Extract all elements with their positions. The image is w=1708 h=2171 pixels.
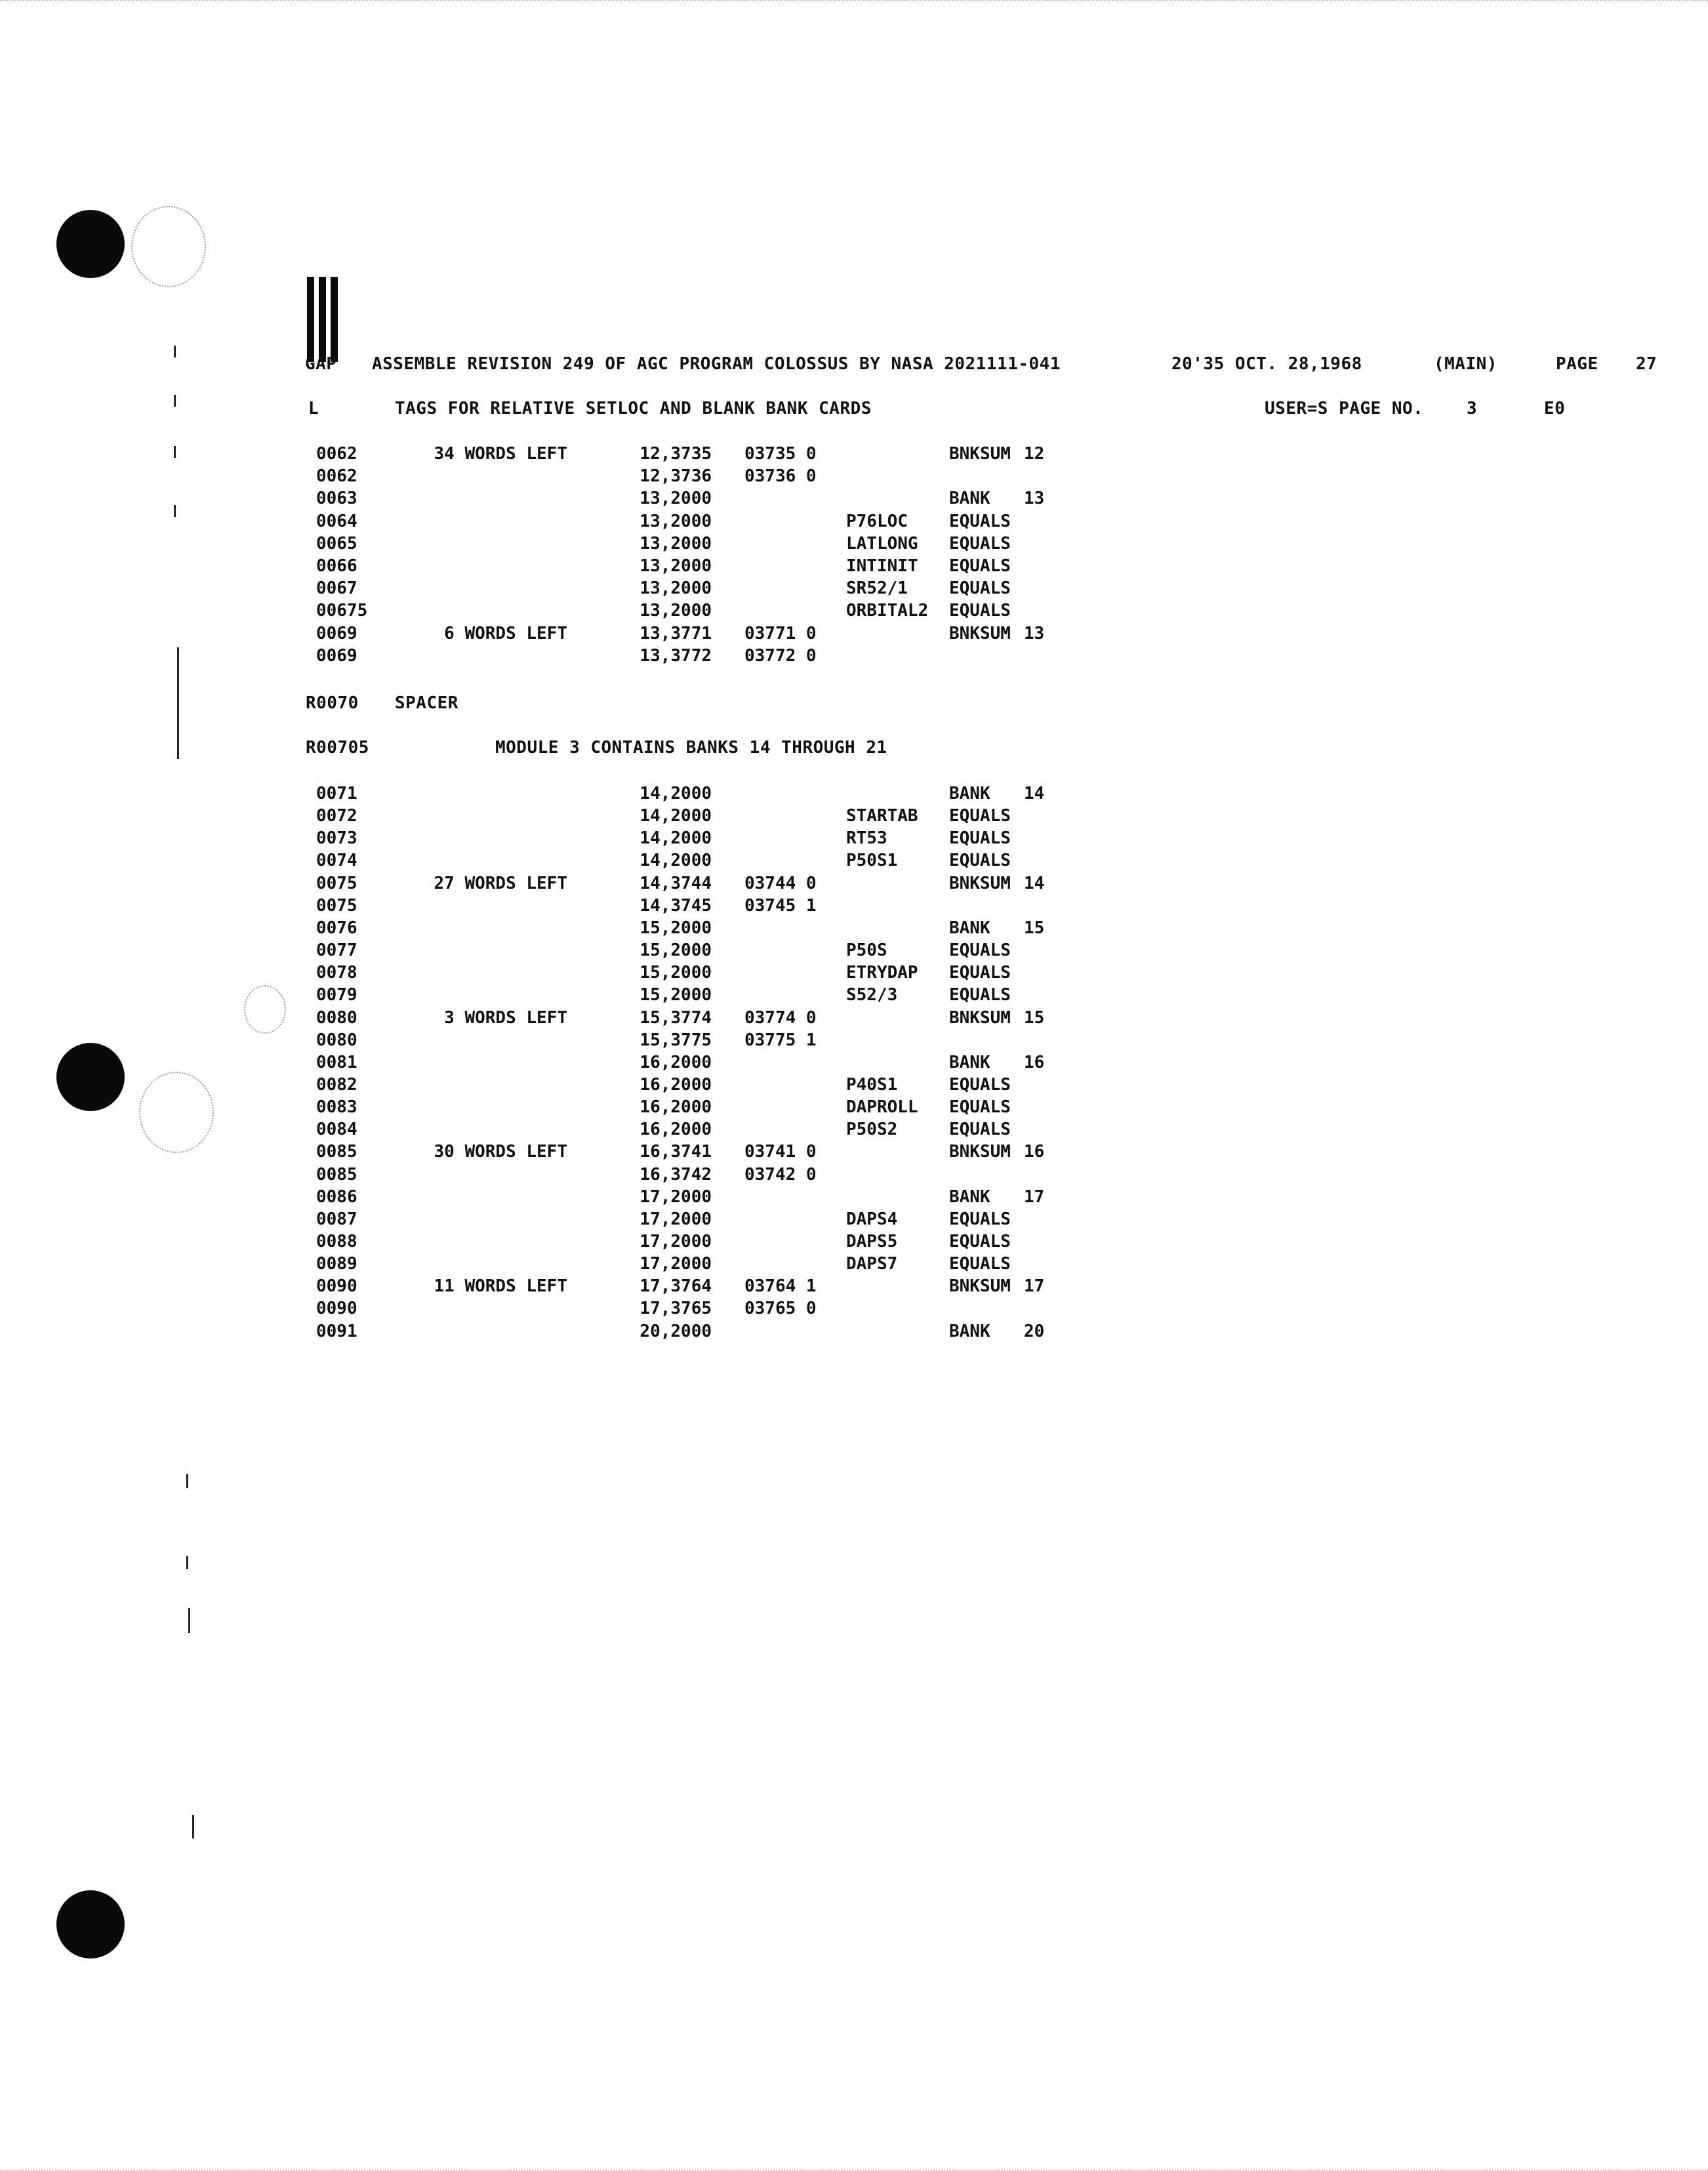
bank-number: 14: [1024, 873, 1045, 893]
listing-row: [0, 1097, 1115, 1120]
sequence-number: 0090: [316, 1276, 357, 1297]
listing-row: [0, 1232, 1115, 1254]
listing-row: [0, 1299, 1115, 1321]
binder-hole-outline-top: [131, 206, 206, 287]
opcode: EQUALS: [949, 941, 1011, 961]
octal-value: 03765 0: [744, 1299, 817, 1319]
sequence-number: 0081: [316, 1052, 357, 1072]
subheader-title: TAGS FOR RELATIVE SETLOC AND BLANK BANK CARDS: [395, 399, 872, 418]
address: 14,3745: [640, 895, 712, 916]
bank-number: 13: [1024, 489, 1045, 509]
opcode: BNKSUM: [949, 623, 1011, 643]
listing-row: [0, 489, 1115, 511]
octal-value: 03772 0: [744, 645, 817, 666]
opcode: BANK: [949, 1187, 990, 1207]
sequence-number: 0064: [316, 511, 357, 531]
sequence-number: 0065: [316, 533, 357, 554]
sequence-number: 0071: [316, 784, 357, 803]
tag-name: STARTAB: [846, 806, 918, 826]
octal-value: 03775 1: [744, 1030, 817, 1050]
opcode: EQUALS: [949, 1254, 1011, 1274]
sequence-number: 0069: [316, 623, 357, 643]
listing-row: [0, 534, 1115, 556]
opcode: BANK: [949, 1321, 990, 1341]
header-section: (MAIN): [1434, 354, 1497, 374]
bank-number: 17: [1024, 1276, 1045, 1297]
address: 17,3764: [640, 1276, 712, 1297]
binder-hole-bottom: [56, 1890, 125, 1958]
opcode: BANK: [949, 784, 990, 803]
sequence-number: 0077: [316, 941, 357, 961]
opcode: EQUALS: [949, 511, 1011, 531]
sequence-number: 0075: [316, 873, 357, 893]
listing-row: [0, 1276, 1115, 1299]
tag-name: SR52/1: [846, 578, 908, 599]
module-text: MODULE 3 CONTAINS BANKS 14 THROUGH 21: [495, 738, 887, 758]
user-page-number: 3: [1467, 399, 1478, 418]
listing-row: [0, 578, 1115, 601]
address: 17,2000: [640, 1209, 712, 1229]
address: 15,3775: [640, 1030, 712, 1050]
address: 14,3744: [640, 873, 712, 893]
opcode: EQUALS: [949, 1232, 1011, 1251]
listing-row: [0, 556, 1115, 578]
address: 13,3772: [640, 645, 712, 666]
address: 20,2000: [640, 1321, 712, 1341]
address: 13,2000: [640, 578, 712, 599]
address: 17,3765: [640, 1299, 712, 1319]
spacer-seq: R0070: [306, 693, 359, 713]
address: 13,2000: [640, 601, 712, 621]
sequence-number: 0089: [316, 1254, 357, 1274]
octal-value: 03742 0: [744, 1164, 817, 1185]
opcode: BANK: [949, 489, 990, 509]
listing-row: [0, 444, 1115, 466]
tag-name: P50S2: [846, 1120, 898, 1140]
opcode: EQUALS: [949, 578, 1011, 599]
sequence-number: 0088: [316, 1232, 357, 1251]
opcode: BNKSUM: [949, 873, 1011, 893]
octal-value: 03774 0: [744, 1007, 817, 1028]
binder-hole-top: [56, 210, 125, 278]
sequence-number: 0067: [316, 578, 357, 599]
opcode: BNKSUM: [949, 1142, 1011, 1162]
sequence-number: 0080: [316, 1007, 357, 1028]
tag-name: P40S1: [846, 1074, 898, 1095]
address: 13,2000: [640, 533, 712, 554]
opcode: EQUALS: [949, 806, 1011, 826]
listing-row: [0, 828, 1115, 851]
listing-row: [0, 1187, 1115, 1209]
subheader-marker: L: [308, 399, 319, 418]
address: 14,2000: [640, 806, 712, 826]
bar-mark: [307, 277, 348, 362]
margin-tick: [188, 1608, 190, 1633]
address: 16,2000: [640, 1120, 712, 1140]
header-page-number: 27: [1636, 354, 1657, 374]
opcode: EQUALS: [949, 601, 1011, 621]
octal-value: 03736 0: [744, 466, 817, 487]
sequence-number: 0062: [316, 466, 357, 487]
tag-name: DAPS7: [846, 1254, 898, 1274]
bank-number: 14: [1024, 784, 1045, 803]
bank-number: 20: [1024, 1321, 1045, 1341]
address: 16,3741: [640, 1142, 712, 1162]
listing-row: [0, 1053, 1115, 1075]
sequence-number: 0084: [316, 1120, 357, 1140]
address: 15,2000: [640, 918, 712, 938]
bank-number: 15: [1024, 918, 1045, 938]
listing-row: [0, 601, 1115, 623]
octal-value: 03764 1: [744, 1276, 817, 1297]
tag-name: P76LOC: [846, 511, 908, 531]
octal-value: 03771 0: [744, 623, 817, 643]
sequence-number: 0082: [316, 1074, 357, 1095]
listing-row: [0, 1030, 1115, 1053]
opcode: EQUALS: [949, 1074, 1011, 1095]
address: 13,3771: [640, 623, 712, 643]
tag-name: RT53: [846, 828, 887, 849]
listing-row: [0, 1142, 1115, 1164]
opcode: EQUALS: [949, 1120, 1011, 1140]
bank-number: 17: [1024, 1187, 1045, 1207]
octal-value: 03735 0: [744, 444, 817, 464]
address: 13,2000: [640, 489, 712, 509]
bank-number: 13: [1024, 623, 1045, 643]
address: 12,3735: [640, 444, 712, 464]
sequence-number: 0090: [316, 1299, 357, 1319]
tag-name: DAPS4: [846, 1209, 898, 1229]
bank-number: 12: [1024, 444, 1045, 464]
address: 16,2000: [640, 1074, 712, 1095]
user-page-label: USER=S PAGE NO.: [1265, 399, 1424, 418]
opcode: BNKSUM: [949, 1276, 1011, 1297]
listing-row: [0, 806, 1115, 828]
opcode: EQUALS: [949, 851, 1011, 871]
listing-row: [0, 1322, 1115, 1344]
address: 14,2000: [640, 784, 712, 803]
tag-name: LATLONG: [846, 533, 918, 554]
address: 14,2000: [640, 828, 712, 849]
listing-row: [0, 466, 1115, 489]
bank-number: 16: [1024, 1142, 1045, 1162]
listing-row: [0, 985, 1115, 1007]
bank-number: 16: [1024, 1052, 1045, 1072]
sequence-number: 0075: [316, 895, 357, 916]
sequence-number: 00675: [316, 601, 368, 621]
opcode: EQUALS: [949, 828, 1011, 849]
sequence-number: 0066: [316, 556, 357, 576]
address: 16,2000: [640, 1052, 712, 1072]
words-left: 27 WORDS LEFT: [434, 873, 567, 893]
address: 15,3774: [640, 1007, 712, 1028]
address: 17,2000: [640, 1232, 712, 1251]
margin-tick: [174, 395, 176, 407]
address: 15,2000: [640, 985, 712, 1005]
sequence-number: 0063: [316, 489, 357, 509]
tag-name: P50S: [846, 941, 887, 961]
margin-tick: [174, 346, 176, 357]
address: 16,3742: [640, 1164, 712, 1185]
address: 17,2000: [640, 1187, 712, 1207]
address: 13,2000: [640, 511, 712, 531]
sequence-number: 0078: [316, 963, 357, 983]
module-seq: R00705: [306, 738, 369, 758]
address: 15,2000: [640, 941, 712, 961]
sequence-number: 0083: [316, 1097, 357, 1118]
margin-tick: [186, 1474, 188, 1488]
octal-value: 03745 1: [744, 895, 817, 916]
tag-name: ETRYDAP: [846, 963, 918, 983]
sequence-number: 0085: [316, 1164, 357, 1185]
address: 14,2000: [640, 851, 712, 871]
words-left: 6 WORDS LEFT: [444, 623, 567, 643]
sequence-number: 0085: [316, 1142, 357, 1162]
tag-name: S52/3: [846, 985, 898, 1005]
sequence-number: 0091: [316, 1321, 357, 1341]
sequence-number: 0073: [316, 828, 357, 849]
octal-value: 03741 0: [744, 1142, 817, 1162]
listing-row: [0, 512, 1115, 534]
opcode: EQUALS: [949, 985, 1011, 1005]
sequence-number: 0080: [316, 1030, 357, 1050]
opcode: BNKSUM: [949, 444, 1011, 464]
header-datetime: 20'35 OCT. 28,1968: [1171, 354, 1362, 374]
header-page-label: PAGE: [1556, 354, 1598, 374]
listing-row: [0, 963, 1115, 985]
opcode: BNKSUM: [949, 1007, 1011, 1028]
opcode: EQUALS: [949, 533, 1011, 554]
octal-value: 03744 0: [744, 873, 817, 893]
opcode: BANK: [949, 918, 990, 938]
tag-name: ORBITAL2: [846, 601, 929, 621]
opcode: EQUALS: [949, 963, 1011, 983]
address: 12,3736: [640, 466, 712, 487]
margin-tick: [186, 1556, 188, 1569]
tag-name: DAPROLL: [846, 1097, 918, 1118]
bank-number: 15: [1024, 1007, 1045, 1028]
listing-row: [0, 941, 1115, 963]
tag-name: DAPS5: [846, 1232, 898, 1251]
listing-row: [0, 646, 1115, 668]
listing-row: [0, 896, 1115, 918]
margin-tick: [192, 1815, 194, 1838]
listing-row: [0, 1075, 1115, 1097]
opcode: EQUALS: [949, 1097, 1011, 1118]
words-left: 30 WORDS LEFT: [434, 1142, 567, 1162]
address: 13,2000: [640, 556, 712, 576]
words-left: 34 WORDS LEFT: [434, 444, 567, 464]
listing-row: [0, 1254, 1115, 1276]
spacer-text: SPACER: [395, 693, 458, 713]
address: 15,2000: [640, 963, 712, 983]
words-left: 11 WORDS LEFT: [434, 1276, 567, 1297]
sequence-number: 0087: [316, 1209, 357, 1229]
sequence-number: 0086: [316, 1187, 357, 1207]
header-prefix: GAP: [305, 354, 337, 374]
opcode: EQUALS: [949, 1209, 1011, 1229]
listing-row: [0, 624, 1115, 646]
listing-row: [0, 1120, 1115, 1142]
tag-name: INTINIT: [846, 556, 918, 576]
opcode: BANK: [949, 1052, 990, 1072]
tag-name: P50S1: [846, 851, 898, 871]
listing-row: [0, 874, 1115, 896]
words-left: 3 WORDS LEFT: [444, 1007, 567, 1028]
sequence-number: 0062: [316, 444, 357, 464]
address: 16,2000: [640, 1097, 712, 1118]
listing-row: [0, 918, 1115, 941]
listing-row: [0, 1209, 1115, 1232]
sequence-number: 0074: [316, 851, 357, 871]
listing-row: [0, 1008, 1115, 1030]
opcode: EQUALS: [949, 556, 1011, 576]
sequence-number: 0076: [316, 918, 357, 938]
subheader-code: E0: [1544, 399, 1566, 418]
sequence-number: 0079: [316, 985, 357, 1005]
listing-row: [0, 851, 1115, 873]
listing-row: [0, 1165, 1115, 1187]
sequence-number: 0069: [316, 645, 357, 666]
listing-row: [0, 784, 1115, 806]
sequence-number: 0072: [316, 806, 357, 826]
address: 17,2000: [640, 1254, 712, 1274]
header-title: ASSEMBLE REVISION 249 OF AGC PROGRAM COLOSSUS BY NASA 2021111-041: [372, 354, 1061, 374]
